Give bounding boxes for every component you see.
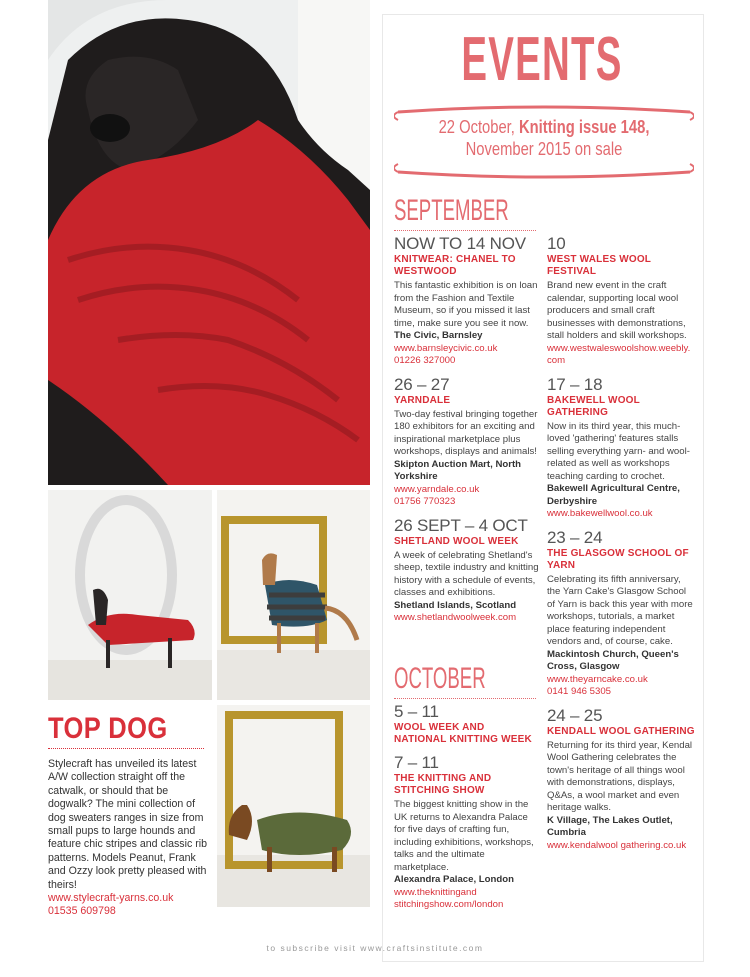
event-name: THE KNITTING AND STITCHING SHOW xyxy=(394,773,492,796)
month-october: OCTOBER xyxy=(394,662,486,695)
greyhound-mirror-photo xyxy=(48,490,212,700)
event-name: WEST WALES WOOL FESTIVAL xyxy=(547,254,651,277)
event-date: 7 – 11 xyxy=(394,753,439,772)
event-link[interactable]: www.barnsleycivic.co.uk xyxy=(394,342,498,354)
divider xyxy=(48,748,204,749)
september-column-1 xyxy=(394,234,539,632)
event-venue: Skipton Auction Mart, North Yorkshire xyxy=(394,458,522,482)
event-name: BAKEWELL WOOL GATHERING xyxy=(547,394,640,418)
event-link[interactable]: www.westwaleswoolshow.weebly.com xyxy=(547,342,691,366)
dachshund-frame-photo xyxy=(217,705,370,907)
event-phone: 0141 946 5305 xyxy=(547,686,612,697)
events-title: EVENTS xyxy=(461,25,623,94)
top-dog-body: Stylecraft has unveiled its latest A/W collection straight off the catwalk, or should that be dogwalk? The mini collection of dog sweaters ranges in size from small pups to large hounds and feature chic stripes and classic rib patterns. Models Peanut, Frank and Ozzy look pretty pleased with theirs! xyxy=(48,758,207,891)
event-link[interactable]: www.theknittingand stitchingshow.com/london xyxy=(394,886,504,910)
event-desc: Celebrating its fifth anniversary, the Yarn Cake's Glasgow School of Yarn is back this year with more workshops, tutorials, a market place featuring independent vendors and, of course, cake. xyxy=(547,573,693,647)
event-link[interactable]: www.kendalwool gathering.co.uk xyxy=(547,839,687,851)
event-date: 26 – 27 xyxy=(394,374,450,394)
event-venue: K Village, The Lakes Outlet, Cumbria xyxy=(547,814,673,838)
event-item xyxy=(547,234,695,368)
event-link[interactable]: www.shetlandwoolweek.com xyxy=(394,612,517,623)
event-link[interactable]: www.yarndale.co.uk xyxy=(394,483,480,495)
event-venue: The Civic, Barnsley xyxy=(394,330,483,341)
event-date: 10 xyxy=(547,234,566,253)
event-desc: The biggest knitting show in the UK returns to Alexandra Palace for five days of crafting fun, including exhibitions, workshops, talks and the ultimate marketplace. xyxy=(394,799,534,873)
event-venue: Alexandra Palace, London xyxy=(394,874,514,885)
banner-sale: November 2015 on sale xyxy=(465,139,623,159)
event-name: YARNDALE xyxy=(394,394,451,406)
greyhound-red-sweater-photo xyxy=(48,0,370,485)
event-item xyxy=(394,234,539,368)
event-venue: Shetland Islands, Scotland xyxy=(394,599,517,611)
october-column xyxy=(394,702,539,919)
september-column-2 xyxy=(547,234,695,859)
event-venue: Mackintosh Church, Queen's Cross, Glasgow xyxy=(547,648,679,672)
event-link[interactable]: www.theyarncake.co.uk xyxy=(547,673,648,685)
month-september: SEPTEMBER xyxy=(394,194,509,227)
event-item xyxy=(547,528,695,699)
banner-issue: Knitting issue 148, xyxy=(519,117,650,137)
event-phone: 01226 327000 xyxy=(394,355,456,366)
event-desc: This fantastic exhibition is on loan from the Fashion and Textile Museum, so if you missed it last time, make sure you see it now. xyxy=(394,280,538,329)
event-date: 5 – 11 xyxy=(394,702,439,721)
event-desc: Brand new event in the craft calendar, supporting local wool producers and small craft businesses with demonstrations, stall holders and skill workshops. xyxy=(547,280,687,341)
event-item xyxy=(394,516,539,625)
event-name: KNITWEAR: CHANEL TO WESTWOOD xyxy=(394,254,516,277)
top-dog-title: TOP DOG xyxy=(48,712,168,745)
event-desc: Two-day festival bringing together 180 exhibitors for an exciting and inspirational marketplace plus workshops, displays and animals! xyxy=(394,408,538,457)
event-name: KENDALL WOOL GATHERING xyxy=(547,725,695,737)
event-item xyxy=(547,706,695,853)
divider xyxy=(394,698,536,699)
event-name: THE GLASGOW SCHOOL OF YARN xyxy=(547,547,689,571)
event-phone: 01756 770323 xyxy=(394,496,456,507)
event-date: 24 – 25 xyxy=(547,705,603,725)
issue-banner-text xyxy=(421,116,667,160)
event-date: NOW TO 14 NOV xyxy=(394,234,526,253)
event-desc: Now in its third year, this much-loved 'gathering' features stalls selling everything yarn- and wool-related as well as workshops teaching carding to crochet. xyxy=(547,420,690,482)
stylecraft-phone: 01535 609798 xyxy=(48,905,116,918)
event-item xyxy=(394,375,539,509)
event-item xyxy=(394,702,539,746)
event-name: WOOL WEEK AND NATIONAL KNITTING WEEK xyxy=(394,722,532,745)
banner-date: 22 October, xyxy=(438,117,515,137)
event-desc: Returning for its third year, Kendal Wool Gathering celebrates the town's heritage of all things wool with demonstrations, displays, Q&As, a wool market and even heritage walks. xyxy=(547,739,693,813)
event-date: 17 – 18 xyxy=(547,374,603,394)
event-venue: Bakewell Agricultural Centre, Derbyshire xyxy=(547,483,680,507)
subscribe-footer[interactable]: to subscribe visit www.craftsinstitute.com xyxy=(266,943,484,953)
event-item xyxy=(394,753,539,912)
event-item xyxy=(547,375,695,521)
event-name: SHETLAND WOOL WEEK xyxy=(394,535,519,547)
chihuahua-frame-photo xyxy=(217,490,370,700)
top-dog-article xyxy=(48,758,208,919)
divider xyxy=(394,230,536,231)
event-date: 23 – 24 xyxy=(547,527,603,547)
stylecraft-link[interactable]: www.stylecraft-yarns.co.uk xyxy=(48,892,174,905)
event-date: 26 SEPT – 4 OCT xyxy=(394,515,528,535)
event-desc: A week of celebrating Shetland's sheep, textile industry and knitting history with a schedule of events, classes and exhibitions. xyxy=(394,549,539,598)
event-link[interactable]: www.bakewellwool.co.uk xyxy=(547,508,653,519)
